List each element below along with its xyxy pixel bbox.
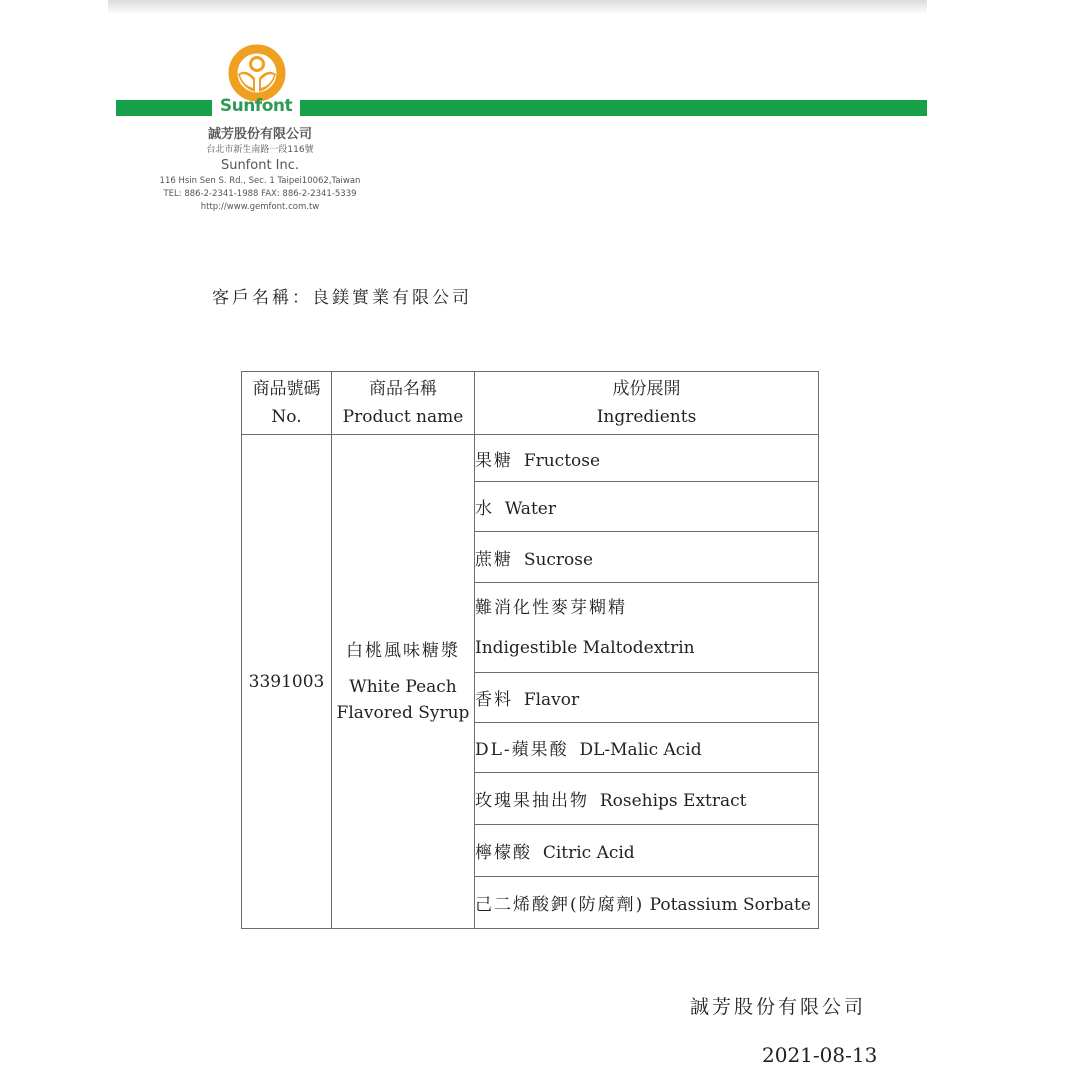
address-zh: 台北市新生南路一段116號 bbox=[206, 145, 314, 155]
ingredient-en: Water bbox=[504, 499, 556, 519]
header-ingredients-en: Ingredients bbox=[596, 407, 697, 427]
ingredients-table bbox=[241, 371, 819, 929]
product-name-en-2: Flavored Syrup bbox=[336, 702, 470, 723]
ingredient-zh: 蔗糖 bbox=[475, 549, 513, 570]
header-product-name-zh: 商品名稱 bbox=[369, 379, 437, 399]
ingredient-cell bbox=[475, 773, 819, 825]
ingredient-zh: 己二烯酸鉀(防腐劑) bbox=[475, 895, 645, 915]
table-header-row bbox=[242, 372, 819, 435]
product-name-zh: 白桃風味糖漿 bbox=[346, 640, 460, 661]
page-top-shadow bbox=[108, 0, 927, 14]
customer-label: 客戶名稱： bbox=[212, 288, 312, 308]
table-row bbox=[242, 435, 819, 482]
address-en: 116 Hsin Sen S. Rd., Sec. 1 Taipei10062,Taiwan bbox=[159, 176, 361, 186]
ingredient-cell bbox=[475, 877, 819, 929]
tel-fax: TEL: 886-2-2341-1988 FAX: 886-2-2341-5339 bbox=[163, 189, 357, 199]
customer-line bbox=[212, 283, 472, 308]
signature-company: 誠芳股份有限公司 bbox=[690, 996, 867, 1018]
header-ingredients bbox=[475, 372, 819, 435]
ingredient-en: Rosehips Extract bbox=[599, 791, 747, 811]
ingredient-cell bbox=[475, 723, 819, 773]
ingredient-zh: 玫瑰果抽出物 bbox=[475, 791, 589, 811]
ingredient-cell bbox=[475, 532, 819, 583]
product-name bbox=[332, 435, 475, 929]
ingredient-zh: 檸檬酸 bbox=[475, 843, 532, 863]
ingredient-zh: 香料 bbox=[475, 690, 513, 710]
header-no-en: No. bbox=[271, 407, 302, 427]
header-no-zh: 商品號碼 bbox=[252, 379, 321, 399]
header-green-bar-right bbox=[300, 100, 927, 116]
ingredient-cell bbox=[475, 482, 819, 532]
header-ingredients-zh: 成份展開 bbox=[612, 379, 681, 399]
ingredient-cell bbox=[475, 435, 819, 482]
header-green-bar-left bbox=[116, 100, 212, 116]
ingredient-en: Fructose bbox=[523, 450, 601, 471]
header-product-name-en: Product name bbox=[342, 407, 464, 427]
signature-date: 2021-08-13 bbox=[762, 1043, 878, 1067]
ingredient-zh: 水 bbox=[475, 499, 494, 519]
ingredient-cell bbox=[475, 673, 819, 723]
ingredient-zh: DL-蘋果酸 bbox=[475, 740, 569, 760]
ingredient-cell bbox=[475, 583, 819, 673]
brand-name: Sunfont bbox=[219, 96, 293, 116]
ingredient-zh: 果糖 bbox=[475, 450, 513, 471]
letterhead-info bbox=[110, 126, 410, 214]
ingredient-en: Sucrose bbox=[523, 549, 594, 570]
ingredient-cell bbox=[475, 825, 819, 877]
ingredient-en: Indigestible Maltodextrin bbox=[475, 637, 695, 658]
ingredient-zh: 難消化性麥芽糊精 bbox=[475, 597, 627, 618]
sunfont-logo-icon bbox=[228, 44, 286, 102]
ingredient-en: DL-Malic Acid bbox=[579, 740, 702, 760]
website: http://www.gemfont.com.tw bbox=[200, 202, 320, 212]
ingredient-en: Flavor bbox=[523, 690, 580, 710]
header-no bbox=[242, 372, 332, 435]
ingredient-en: Citric Acid bbox=[542, 843, 635, 863]
header-product-name bbox=[332, 372, 475, 435]
product-name-en-1: White Peach bbox=[349, 676, 457, 697]
product-code: 3391003 bbox=[242, 435, 332, 929]
customer-name: 良鎂實業有限公司 bbox=[312, 288, 472, 308]
ingredient-en: Potassium Sorbate bbox=[649, 895, 811, 915]
company-name-en: Sunfont Inc. bbox=[220, 158, 300, 173]
company-name-zh: 誠芳股份有限公司 bbox=[207, 127, 312, 142]
